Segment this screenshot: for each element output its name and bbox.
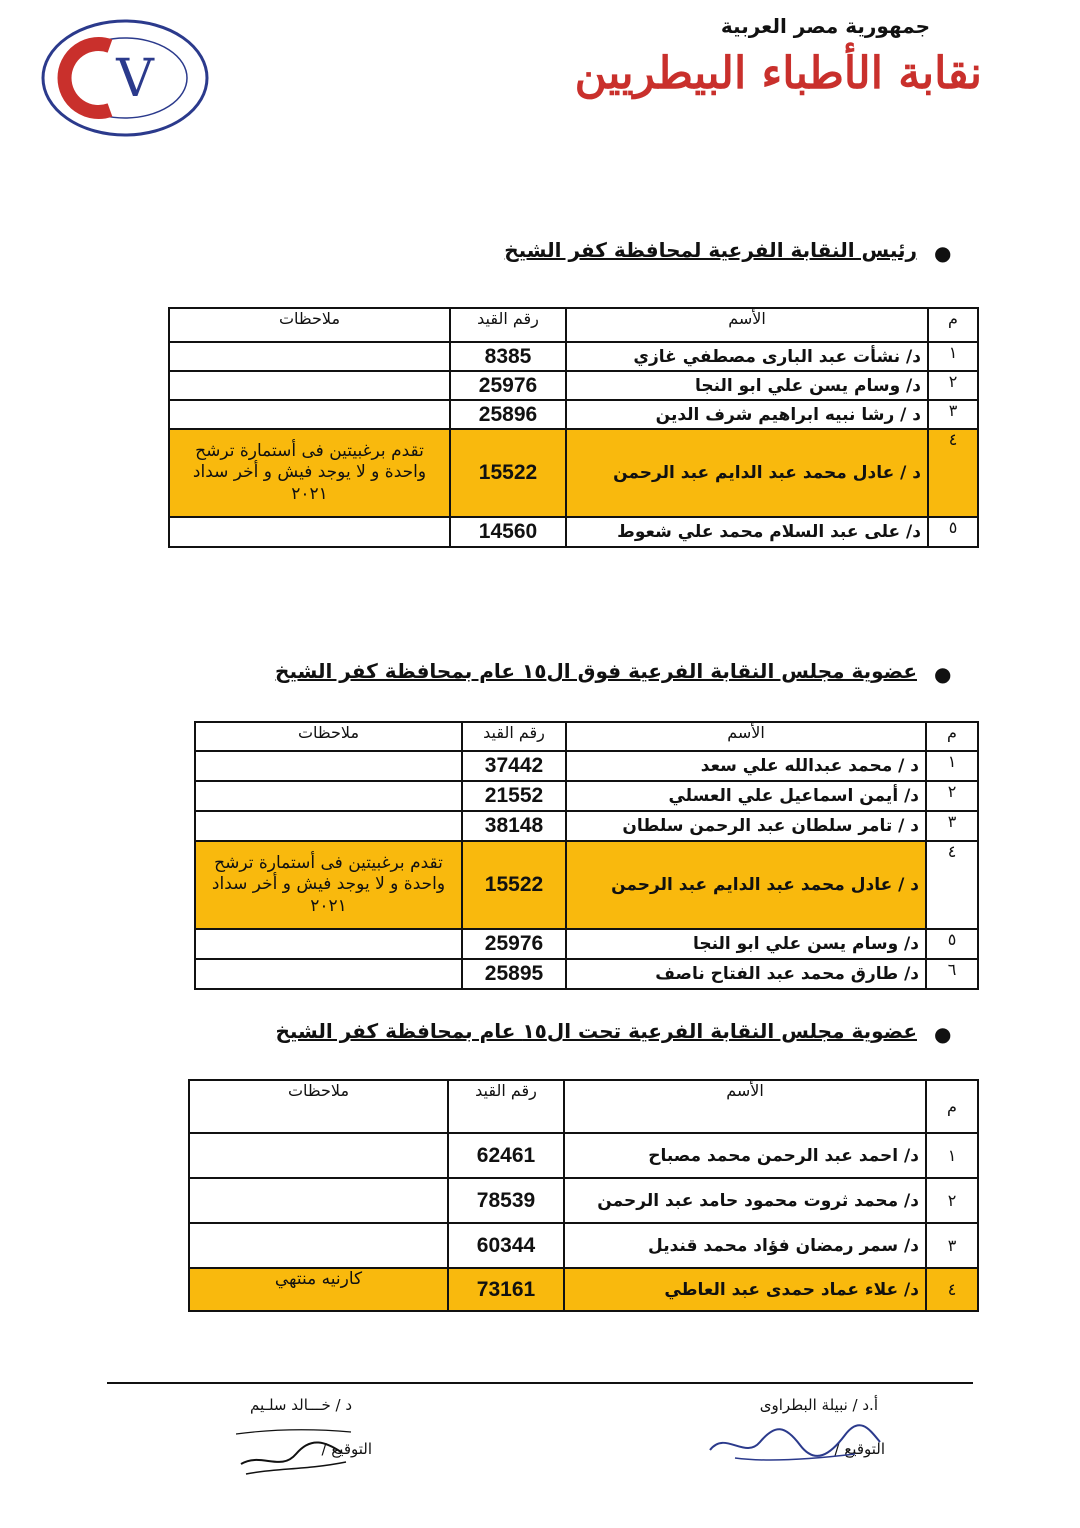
row-name: د/ أيمن اسماعيل علي العسلي [566, 781, 926, 811]
col-name-header: الأسم [566, 308, 928, 342]
row-name: د/ علاء عماد حمدى عبد العاطي [564, 1268, 926, 1311]
row-notes [195, 751, 462, 781]
row-idx: ١ [926, 751, 978, 781]
row-reg: 25895 [462, 959, 566, 989]
row-name: د/ وسام يسن علي ابو النجا [566, 371, 928, 400]
syndicate-name: نقابة الأطباء البيطريين [574, 48, 982, 99]
col-notes-header: ملاحظات [195, 722, 462, 751]
section-2-title: عضوية مجلس النقابة الفرعية فوق ال١٥ عام بمحافظة كفر الشيخ [275, 659, 917, 683]
table-row [189, 1223, 978, 1268]
table-president [168, 307, 979, 548]
col-idx-header: م [928, 308, 978, 342]
col-reg-header: رقم القيد [450, 308, 566, 342]
row-idx: ٤ [928, 429, 978, 517]
table-row-highlighted [195, 841, 978, 929]
col-name-header: الأسم [564, 1080, 926, 1133]
row-name: د / عادل محمد عبد الدايم عبد الرحمن [566, 841, 926, 929]
row-idx: ٥ [928, 517, 978, 547]
bullet-1: ● [934, 241, 952, 265]
row-name: د/ على عبد السلام محمد علي شعوط [566, 517, 928, 547]
row-reg: 25976 [462, 929, 566, 959]
row-notes [195, 929, 462, 959]
handwritten-signature-left [236, 1422, 356, 1482]
table-members-under-15 [188, 1079, 979, 1312]
table-header-row [189, 1080, 978, 1133]
table-row [169, 400, 978, 429]
row-reg: 15522 [462, 841, 566, 929]
row-reg: 78539 [448, 1178, 564, 1223]
row-notes: تقدم برغبيتين فى أستمارة ترشح واحدة و لا يوجد فيش و أخر سداد ٢٠٢١ [169, 429, 450, 517]
table-members-over-15 [194, 721, 979, 990]
row-idx: ٣ [928, 400, 978, 429]
row-notes [189, 1178, 448, 1223]
row-notes [195, 959, 462, 989]
row-reg: 62461 [448, 1133, 564, 1178]
row-idx: ٢ [926, 1178, 978, 1223]
row-notes [195, 781, 462, 811]
row-notes [169, 371, 450, 400]
col-notes-header: ملاحظات [189, 1080, 448, 1133]
table-row [195, 781, 978, 811]
row-idx: ٦ [926, 959, 978, 989]
row-idx: ١ [926, 1133, 978, 1178]
row-idx: ٥ [926, 929, 978, 959]
table-row-highlighted [189, 1268, 978, 1311]
section-1-title: رئيس النقابة الفرعية لمحافظة كفر الشيخ [504, 238, 917, 262]
row-reg: 25896 [450, 400, 566, 429]
row-reg: 73161 [448, 1268, 564, 1311]
signatory-left-label: التوقيع / [321, 1440, 372, 1458]
table-row-highlighted [169, 429, 978, 517]
table-row [195, 929, 978, 959]
table-row [169, 371, 978, 400]
row-idx: ٤ [926, 1268, 978, 1311]
table-row [195, 959, 978, 989]
col-idx-header: م [926, 1080, 978, 1133]
row-name: د / تامر سلطان عبد الرحمن سلطان [566, 811, 926, 841]
row-notes [169, 400, 450, 429]
row-notes: تقدم برغبيتين فى أستمارة ترشح واحدة و لا يوجد فيش و أخر سداد ٢٠٢١ [195, 841, 462, 929]
row-reg: 14560 [450, 517, 566, 547]
col-notes-header: ملاحظات [169, 308, 450, 342]
row-reg: 21552 [462, 781, 566, 811]
row-reg: 25976 [450, 371, 566, 400]
signatory-left-name: د / خـــالد سلـيم [250, 1396, 352, 1414]
row-reg: 60344 [448, 1223, 564, 1268]
row-notes [169, 517, 450, 547]
row-idx: ٢ [926, 781, 978, 811]
row-notes [189, 1223, 448, 1268]
logo-letter: V [116, 49, 154, 109]
row-notes [195, 811, 462, 841]
table-row [169, 342, 978, 371]
signatory-right-label: التوقيع / [834, 1440, 885, 1458]
row-idx: ٤ [926, 841, 978, 929]
syndicate-logo [40, 18, 210, 138]
row-reg: 37442 [462, 751, 566, 781]
table-row [195, 751, 978, 781]
col-idx-header: م [926, 722, 978, 751]
row-name: د/ محمد ثروت محمود حامد عبد الرحمن [564, 1178, 926, 1223]
col-name-header: الأسم [566, 722, 926, 751]
row-notes: كارنيه منتهي [189, 1268, 448, 1311]
row-idx: ٣ [926, 1223, 978, 1268]
handwritten-signature-right [705, 1420, 885, 1465]
row-name: د/ احمد عبد الرحمن محمد مصباح [564, 1133, 926, 1178]
row-reg: 8385 [450, 342, 566, 371]
country-name: جمهورية مصر العربية [720, 14, 930, 38]
row-idx: ١ [928, 342, 978, 371]
section-3-title: عضوية مجلس النقابة الفرعية تحت ال١٥ عام بمحافظة كفر الشيخ [275, 1019, 917, 1043]
signatory-right-name: أ.د / نبيلة البطراوى [759, 1396, 878, 1414]
table-row [189, 1178, 978, 1223]
row-name: د / محمد عبدالله علي سعد [566, 751, 926, 781]
bullet-3: ● [934, 1022, 952, 1046]
row-notes [189, 1133, 448, 1178]
table-row [195, 811, 978, 841]
row-name: د/ سمر رمضان فؤاد محمد قنديل [564, 1223, 926, 1268]
row-reg: 15522 [450, 429, 566, 517]
signature-divider [107, 1382, 973, 1384]
row-notes [169, 342, 450, 371]
row-name: د / عادل محمد عبد الدايم عبد الرحمن [566, 429, 928, 517]
col-reg-header: رقم القيد [448, 1080, 564, 1133]
bullet-2: ● [934, 662, 952, 686]
table-row [189, 1133, 978, 1178]
row-name: د/ طارق محمد عبد الفتاح ناصف [566, 959, 926, 989]
table-header-row [169, 308, 978, 342]
row-reg: 38148 [462, 811, 566, 841]
row-name: د/ نشأت عبد البارى مصطفي غازي [566, 342, 928, 371]
row-idx: ٢ [928, 371, 978, 400]
table-header-row [195, 722, 978, 751]
row-name: د/ وسام يسن علي ابو النجا [566, 929, 926, 959]
table-row [169, 517, 978, 547]
col-reg-header: رقم القيد [462, 722, 566, 751]
row-idx: ٣ [926, 811, 978, 841]
row-name: د / رشا نبيه ابراهيم شرف الدين [566, 400, 928, 429]
